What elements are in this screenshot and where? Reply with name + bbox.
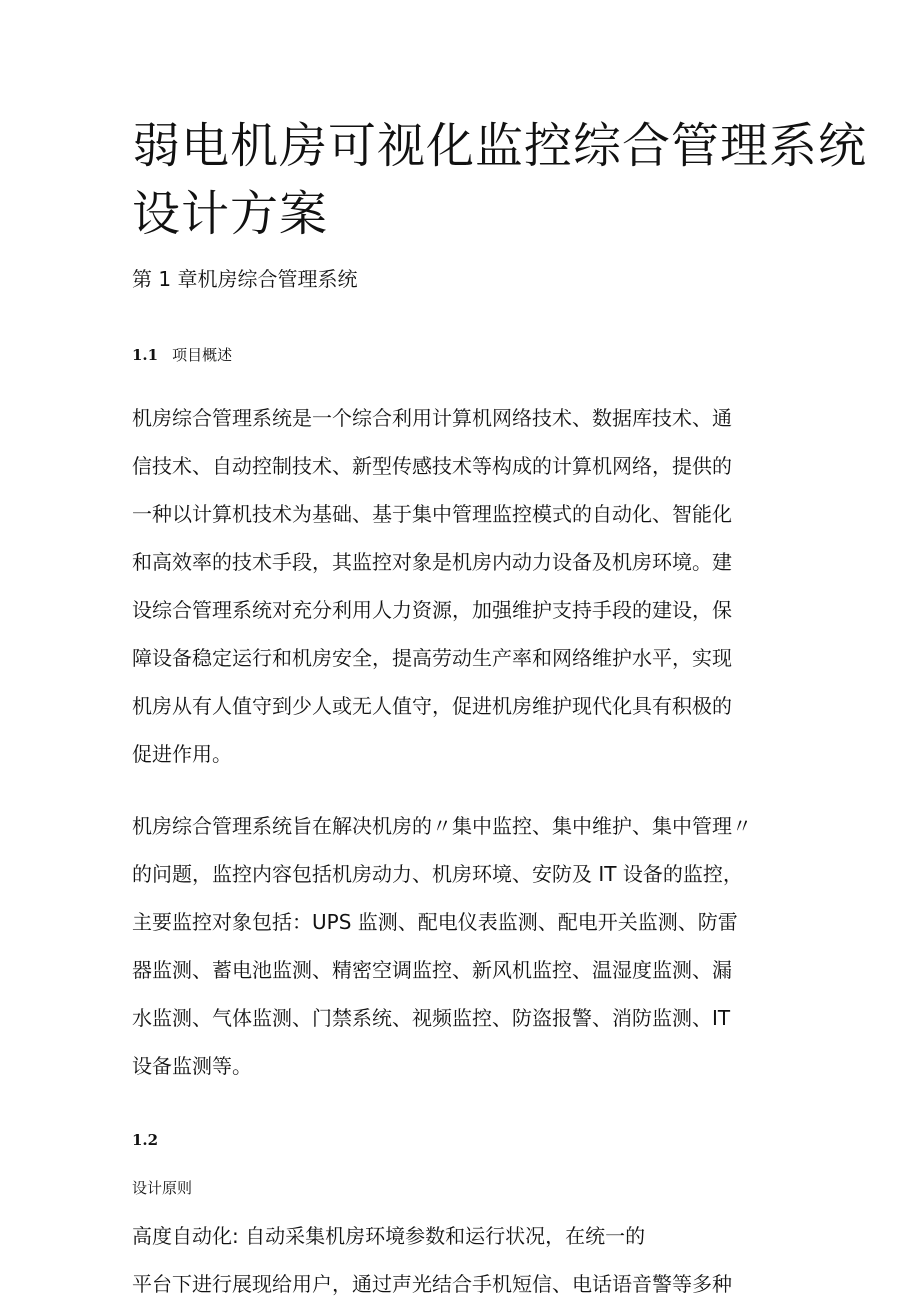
paragraph-line: 设备监测等。 <box>132 1054 252 1078</box>
paragraph-line: 机房综合管理系统是一个综合利用计算机网络技术、数据库技术、通 <box>132 406 732 430</box>
paragraph-line: 机房从有人值守到少人或无人值守，促进机房维护现代化具有积极的 <box>132 694 732 718</box>
section-1-2-first-line <box>132 1116 802 1260</box>
section-label: 设计原则 <box>132 1179 193 1197</box>
paragraph-line: 水监测、气体监测、门禁系统、视频监控、防盗报警、消防监测、IT <box>132 1006 731 1030</box>
paragraph-monitoring-scope <box>132 802 802 1090</box>
paragraph-line: 信技术、自动控制技术、新型传感技术等构成的计算机网络，提供的 <box>132 454 732 478</box>
paragraph-line: 促进作用。 <box>132 742 232 766</box>
paragraph-line-text: 高度自动化: 自动采集机房环境参数和运行状况，在统一的 <box>132 1224 646 1248</box>
paragraph-line: 和高效率的技术手段，其监控对象是机房内动力设备及机房环境。建 <box>132 550 732 574</box>
title-line-2: 设计方案 <box>132 186 329 242</box>
section-number: 1.1 <box>132 346 159 364</box>
paragraph-line: 一种以计算机技术为基础、基于集中管理监控模式的自动化、智能化 <box>132 502 732 526</box>
section-number: 1.2 <box>132 1131 159 1149</box>
paragraph-line: 设综合管理系统对充分利用人力资源，加强维护支持手段的建设，保 <box>132 598 732 622</box>
chapter-heading: 第 1 章机房综合管理系统 <box>132 267 358 291</box>
title-line-1: 弱电机房可视化监控综合管理系统 <box>132 118 868 174</box>
paragraph-design-principles <box>132 1116 802 1308</box>
paragraph-line: 机房综合管理系统旨在解决机房的〃集中监控、集中维护、集中管理〃 <box>132 814 752 838</box>
document-title <box>132 112 868 248</box>
paragraph-line: 主要监控对象包括：UPS 监测、配电仪表监测、配电开关监测、防雷 <box>132 910 738 934</box>
paragraph-overview <box>132 394 802 778</box>
paragraph-line: 器监测、蓄电池监测、精密空调监控、新风机监控、温湿度监测、漏 <box>132 958 732 982</box>
paragraph-line: 的问题，监控内容包括机房动力、机房环境、安防及 IT 设备的监控， <box>132 862 743 886</box>
paragraph-line: 障设备稳定运行和机房安全，提高劳动生产率和网络维护水平，实现 <box>132 646 732 670</box>
paragraph-line: 平台下进行展现给用户，通过声光结合手机短信、电话语音警等多种 <box>132 1272 732 1296</box>
section-heading-1-1 <box>132 340 232 370</box>
section-label: 项目概述 <box>172 346 233 364</box>
